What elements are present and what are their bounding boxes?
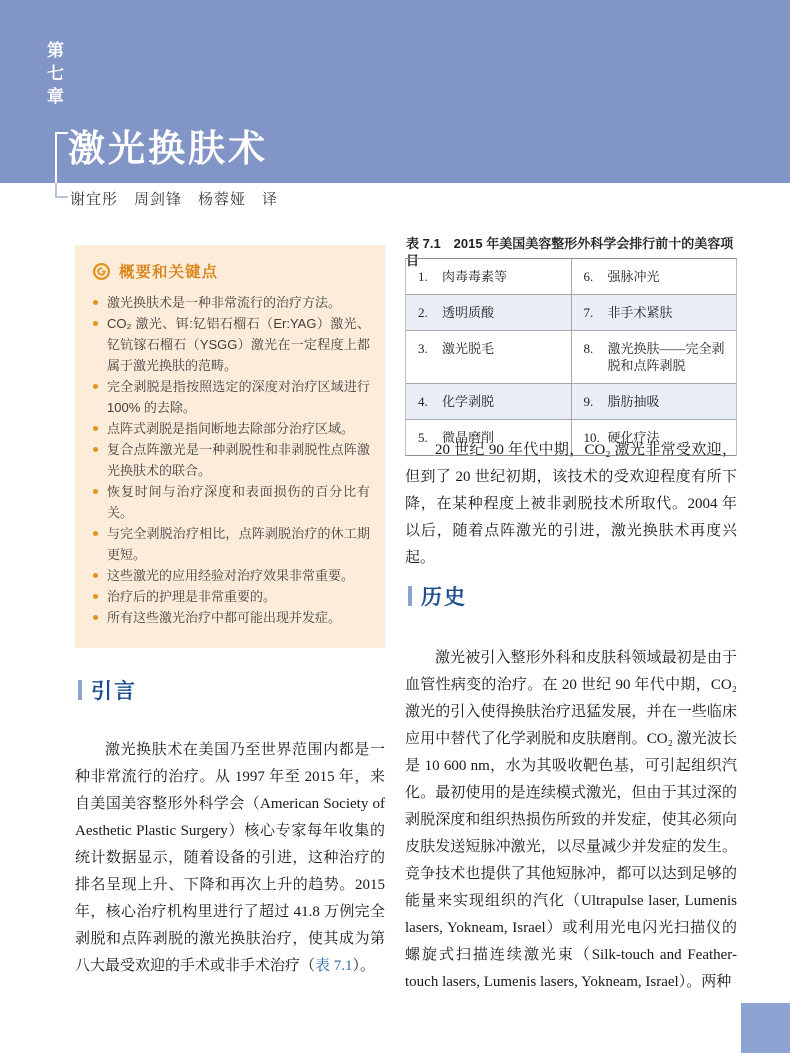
table-cell [572, 295, 737, 330]
rank-number: 7. [583, 305, 594, 320]
key-point-item: 激光换肤术是一种非常流行的治疗方法。 [92, 292, 370, 313]
procedure-name: 强脉冲光 [607, 269, 660, 284]
chapter-banner [0, 0, 790, 183]
introduction-paragraph-tail: ）。 [352, 958, 376, 974]
table-7-1-caption: 表 7.1 2015 年美国美容整形外科学会排行前十的美容项目 [406, 236, 734, 268]
top-ten-procedures-table [405, 258, 737, 456]
key-point-item: 与完全剥脱治疗相比，点阵剥脱治疗的休工期更短。 [92, 523, 370, 565]
title-bracket-bottom-arm [55, 196, 68, 198]
rank-number: 9. [583, 394, 594, 409]
key-points-box [75, 245, 385, 648]
title-bracket-top-arm [55, 132, 68, 134]
section-heading-bar [78, 680, 82, 700]
procedure-name: 非手术紧肤 [607, 305, 673, 320]
co2-popularity-paragraph: 20 世纪 90 年代中期，CO₂ 激光非常受欢迎，但到了 20 世纪初期，该技术的受欢迎程度有所下降，在某种程度上被非剥脱技术所取代。2004 年以后，随着点阵激光的引进，激光换肤术再度兴起。 [405, 442, 737, 566]
key-point-item: 点阵式剥脱是指间断地去除部分治疗区域。 [92, 418, 370, 439]
key-points-heading: 概要和关键点 [119, 264, 219, 281]
summary-target-icon [92, 262, 111, 281]
introduction-paragraph-text: 激光换肤术在美国乃至世界范围内都是一种非常流行的治疗。从 1997 年至 2015 年，来自美国美容整形外科学会（American Society of Aesthetic Plastic Surgery）核心专家每年收集的统计数据显示，随着设备的引进，这种治疗的排名呈现上升、下降和再次上升的趋势。2015 年，核心治疗机构里进行了超过 41.8 万例完全剥脱和点阵剥脱的激光换肤治疗，使其成为第八大最受欢迎的手术或非手术治疗（ [75, 742, 385, 974]
table-7-1-reference-link[interactable]: 表 7.1 [315, 958, 353, 974]
key-point-item: 所有这些激光治疗中都可能出现并发症。 [92, 607, 370, 628]
rank-number: 10. [583, 430, 600, 445]
introduction-paragraph [75, 737, 385, 980]
key-point-item: CO₂ 激光、铒:钇铝石榴石（Er:YAG）激光、钇钪镓石榴石（YSGG）激光在一定程度上都属于激光换肤的范畴。 [92, 313, 370, 376]
key-point-item: 这些激光的应用经验对治疗效果非常重要。 [92, 565, 370, 586]
table-cell [406, 295, 572, 330]
key-point-item: 治疗后的护理是非常重要的。 [92, 586, 370, 607]
rank-number: 6. [583, 269, 594, 284]
key-points-list [92, 292, 370, 628]
section-heading-history [408, 581, 467, 611]
table-cell [406, 259, 572, 294]
table-row [406, 295, 736, 331]
history-paragraph: 激光被引入整形外科和皮肤科领域最初是由于血管性病变的治疗。在 20 世纪 90 年代中期，CO₂ 激光的引入使得换肤治疗迅猛发展，并在一些临床应用中替代了化学剥脱和皮肤磨削。CO₂ 激光波长是 10 600 nm，水为其吸收靶色基，可引起组织汽化。最初使用的是连续模式激光，但由于其过深的剥脱深度和组织热损伤所致的并发症，使其必须向皮肤发送短脉冲激光，以尽量减少并发症的发生。竞争技术也提供了其他短脉冲，都可以达到足够的能量来实现组织的汽化（Ultrapulse laser, Lumenis lasers, Yokneam, Israel）或利用光电闪光扫描仪的螺旋式扫描连续激光束（Silk-touch and Feather-touch lasers, Lumenis lasers, Yokneam, Israel）。两种 [405, 650, 737, 990]
table-cell [572, 384, 737, 419]
table-cell [572, 259, 737, 294]
procedure-name: 硬化疗法 [607, 430, 660, 445]
table-cell [406, 331, 572, 383]
section-heading-text: 引言 [91, 679, 137, 703]
key-point-item: 复合点阵激光是一种剥脱性和非剥脱性点阵激光换肤术的联合。 [92, 439, 370, 481]
procedure-name: 肉毒毒素等 [442, 269, 508, 284]
section-heading-bar [408, 586, 412, 606]
procedure-name: 脂肪抽吸 [607, 394, 660, 409]
rank-number: 1. [418, 269, 428, 284]
key-point-item: 恢复时间与治疗深度和表面损伤的百分比有关。 [92, 481, 370, 523]
section-heading-text: 历史 [421, 585, 467, 609]
key-points-header [92, 260, 370, 282]
procedure-name: 化学剥脱 [442, 394, 495, 409]
chapter-title: 激光换肤术 [68, 128, 268, 169]
title-bracket-line [55, 132, 57, 183]
rank-number: 8. [583, 341, 594, 356]
procedure-name: 微晶磨削 [442, 430, 495, 445]
procedure-name: 激光脱毛 [442, 341, 495, 356]
table-row [406, 259, 736, 295]
table-cell [406, 384, 572, 419]
rank-number: 3. [418, 341, 428, 356]
table-cell [572, 331, 737, 383]
key-point-item: 完全剥脱是指按照选定的深度对治疗区域进行 100% 的去除。 [92, 376, 370, 418]
chapter-number-vertical: 第七章 [44, 41, 63, 110]
rank-number: 5. [418, 430, 428, 445]
translators-line: 谢宜彤 周剑锋 杨蓉娅 译 [70, 191, 279, 208]
section-heading-introduction [78, 675, 137, 705]
rank-number: 2. [418, 305, 428, 320]
rank-number: 4. [418, 394, 428, 409]
table-row [406, 331, 736, 384]
page-corner-decoration [741, 1003, 790, 1053]
procedure-name: 激光换肤——完全剥脱和点阵剥脱 [607, 341, 725, 373]
table-row [406, 384, 736, 420]
procedure-name: 透明质酸 [442, 305, 495, 320]
